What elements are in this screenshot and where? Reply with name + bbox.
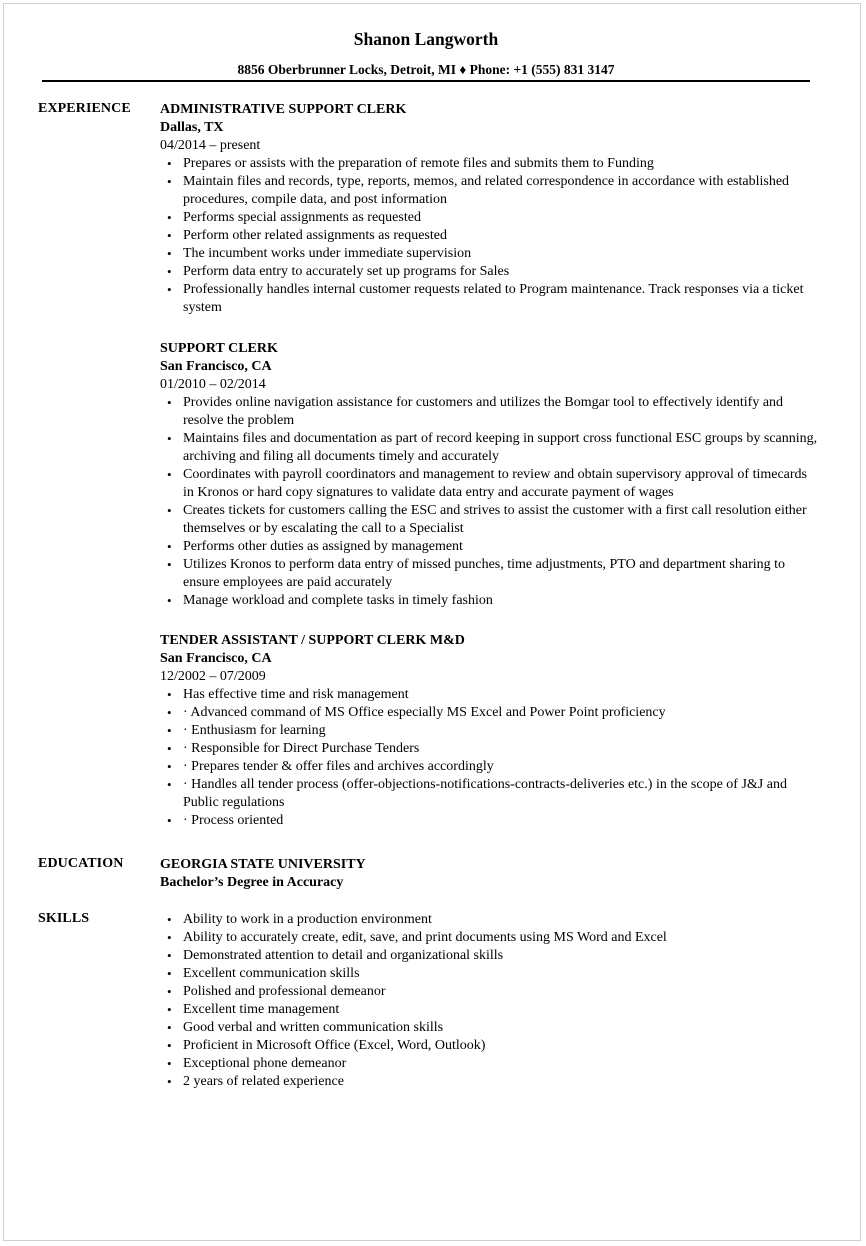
list-item: • · Responsible for Direct Purchase Tenders (160, 740, 820, 758)
list-item: • Maintain files and records, type, reports, memos, and related correspondence in accordance with established procedures, compile data, and post information (160, 173, 820, 209)
list-item: • The incumbent works under immediate supervision (160, 245, 820, 263)
job-title: TENDER ASSISTANT / SUPPORT CLERK M&D (160, 633, 465, 648)
job-location: San Francisco, CA (160, 359, 272, 374)
list-item: • Polished and professional demeanor (160, 983, 820, 1001)
list-item: • · Prepares tender & offer files and archives accordingly (160, 758, 820, 776)
list-item: • · Handles all tender process (offer-objections-notifications-contracts-deliveries etc.) in the scope of J&J and Public regulations (160, 776, 820, 812)
list-item: • Excellent time management (160, 1001, 820, 1019)
list-item: • Has effective time and risk management (160, 686, 820, 704)
header-divider (42, 80, 810, 82)
degree: Bachelor’s Degree in Accuracy (160, 875, 344, 890)
list-item: • Prepares or assists with the preparation of remote files and submits them to Funding (160, 155, 820, 173)
job-entry (160, 340, 820, 610)
list-item: • Utilizes Kronos to perform data entry of missed punches, time adjustments, PTO and department sharing to ensure employees are paid accurately (160, 556, 820, 592)
list-item: • Coordinates with payroll coordinators and management to review and obtain supervisory approval of timecards in Kronos or hard copy signatures to validate data entry and accurate payment of wages (160, 466, 820, 502)
school-name: GEORGIA STATE UNIVERSITY (160, 857, 366, 872)
job-location: Dallas, TX (160, 120, 224, 135)
skills-bullets (160, 911, 820, 1091)
job-dates: 01/2010 – 02/2014 (160, 377, 266, 392)
list-item: • Good verbal and written communication skills (160, 1019, 820, 1037)
list-item: • Ability to work in a production environment (160, 911, 820, 929)
list-item: • 2 years of related experience (160, 1073, 820, 1091)
job-dates: 12/2002 – 07/2009 (160, 669, 266, 684)
section-label-education: EDUCATION (38, 856, 124, 871)
list-item: • · Advanced command of MS Office especially MS Excel and Power Point proficiency (160, 704, 820, 722)
education-entry (160, 856, 820, 892)
job-title: SUPPORT CLERK (160, 341, 278, 356)
list-item: • Manage workload and complete tasks in timely fashion (160, 592, 820, 610)
job-bullets (160, 686, 820, 830)
skills-list (160, 911, 820, 1091)
section-label-skills: SKILLS (38, 911, 90, 926)
list-item: • Perform other related assignments as requested (160, 227, 820, 245)
list-item: • · Process oriented (160, 812, 820, 830)
list-item: • Maintains files and documentation as part of record keeping in support cross functional ESC groups by scanning, archiving and filing all documents timely and accurately (160, 430, 820, 466)
section-label-experience: EXPERIENCE (38, 101, 131, 116)
list-item: • Exceptional phone demeanor (160, 1055, 820, 1073)
job-bullets (160, 155, 820, 317)
list-item: • · Enthusiasm for learning (160, 722, 820, 740)
job-bullets (160, 394, 820, 610)
contact-line: 8856 Oberbrunner Locks, Detroit, MI ♦ Phone: +1 (555) 831 3147 (237, 62, 615, 77)
job-entry (160, 101, 820, 317)
job-dates: 04/2014 – present (160, 138, 261, 153)
list-item: • Provides online navigation assistance for customers and utilizes the Bomgar tool to effectively identify and resolve the problem (160, 394, 820, 430)
list-item: • Proficient in Microsoft Office (Excel, Word, Outlook) (160, 1037, 820, 1055)
job-entry (160, 632, 820, 830)
list-item: • Perform data entry to accurately set up programs for Sales (160, 263, 820, 281)
candidate-name: Shanon Langworth (353, 29, 499, 49)
list-item: • Performs other duties as assigned by management (160, 538, 820, 556)
list-item: • Creates tickets for customers calling the ESC and strives to assist the customer with a first call resolution either themselves or by escalating the call to a Specialist (160, 502, 820, 538)
job-location: San Francisco, CA (160, 651, 272, 666)
list-item: • Professionally handles internal customer requests related to Program maintenance. Track responses via a ticket system (160, 281, 820, 317)
list-item: • Demonstrated attention to detail and organizational skills (160, 947, 820, 965)
list-item: • Performs special assignments as requested (160, 209, 820, 227)
list-item: • Ability to accurately create, edit, save, and print documents using MS Word and Excel (160, 929, 820, 947)
list-item: • Excellent communication skills (160, 965, 820, 983)
job-title: ADMINISTRATIVE SUPPORT CLERK (160, 102, 407, 117)
